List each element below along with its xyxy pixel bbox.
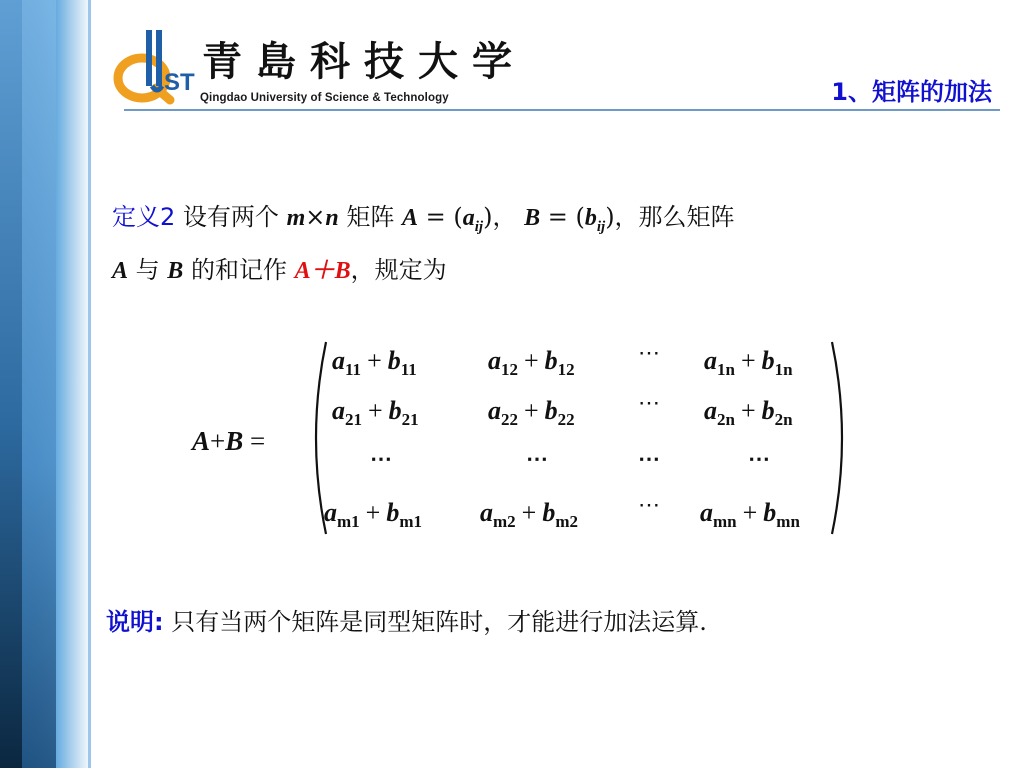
matrix-cdots: ⋯	[638, 390, 662, 415]
math-sub-ij: ij	[596, 218, 606, 235]
math-A: A	[401, 205, 418, 231]
math-sub-ij: ij	[474, 218, 484, 235]
matrix-cell: $a_{11} + b_{11}$	[332, 346, 417, 380]
definition-text: ，规定为	[350, 256, 447, 284]
side-band-light-line	[88, 0, 91, 768]
matrix-cdots: ⋯	[638, 446, 662, 471]
math-eq: = (	[418, 203, 463, 231]
note-line	[106, 602, 707, 637]
matrix-cdots: ⋯	[748, 446, 772, 471]
matrix-cell: $a_{2n} + b_{2n}$	[704, 396, 793, 430]
matrix-cdots: ⋯	[526, 446, 550, 471]
matrix-cdots: ⋯	[638, 492, 662, 517]
svg-text:ST: ST	[164, 69, 195, 96]
side-decoration-band	[0, 0, 92, 768]
section-title: 1、矩阵的加法	[831, 78, 992, 106]
matrix-cell: $a_{1n} + b_{1n}$	[704, 346, 793, 380]
matrix-cell: $a_{12} + b_{12}$	[488, 346, 575, 380]
definition-text: )，那么矩阵	[605, 203, 735, 231]
matrix-cell: $a_{m2} + b_{m2}$	[480, 498, 579, 532]
definition-text: 设有两个	[182, 203, 279, 231]
math-A: A	[112, 258, 129, 284]
math-a: a	[462, 205, 475, 231]
math-eq: = (	[540, 203, 585, 231]
matrix-cell: $a_{22} + b_{22}$	[488, 396, 575, 430]
math-m: m	[286, 205, 306, 231]
matrix-cell: $a_{m1} + b_{m1}$	[324, 498, 423, 532]
math-B: B	[524, 205, 541, 231]
definition-line-1	[112, 197, 735, 236]
university-logo-icon	[112, 28, 200, 110]
matrix-cdots: ⋯	[370, 446, 394, 471]
definition-line-2	[112, 250, 447, 285]
matrix-cdots: ⋯	[638, 340, 662, 365]
definition-text: 与	[135, 256, 160, 284]
definition-text: 矩阵	[346, 203, 395, 231]
definition-label: 定义2	[112, 203, 176, 231]
header-divider	[124, 109, 1000, 111]
sum-notation: A＋B	[294, 258, 351, 284]
side-band-dark-stripe	[0, 0, 22, 768]
lhs-plus: +	[210, 426, 226, 456]
note-label: 说明:	[106, 608, 164, 636]
note-text: 只有当两个矩阵是同型矩阵时，才能进行加法运算.	[171, 608, 707, 636]
math-times: ×	[305, 203, 326, 231]
lhs-B: B	[225, 426, 244, 456]
lhs-A: A	[192, 426, 211, 456]
right-parenthesis-icon	[828, 340, 854, 536]
definition-text: 的和记作	[190, 256, 287, 284]
university-name-en: Qingdao University of Science & Technology	[200, 92, 449, 104]
matrix-cell: $a_{21} + b_{21}$	[332, 396, 419, 430]
matrix-cell: $a_{mn} + b_{mn}$	[700, 498, 800, 532]
math-n: n	[325, 205, 339, 231]
lhs-eq: =	[243, 426, 266, 456]
university-name-cn: 青島科技大学	[202, 38, 526, 85]
side-band-mid-stripe	[22, 0, 56, 768]
formula-lhs	[192, 426, 265, 457]
matrix-sum-formula	[186, 338, 866, 538]
math-close: )，	[483, 203, 517, 231]
math-b: b	[584, 205, 597, 231]
math-B: B	[167, 258, 184, 284]
